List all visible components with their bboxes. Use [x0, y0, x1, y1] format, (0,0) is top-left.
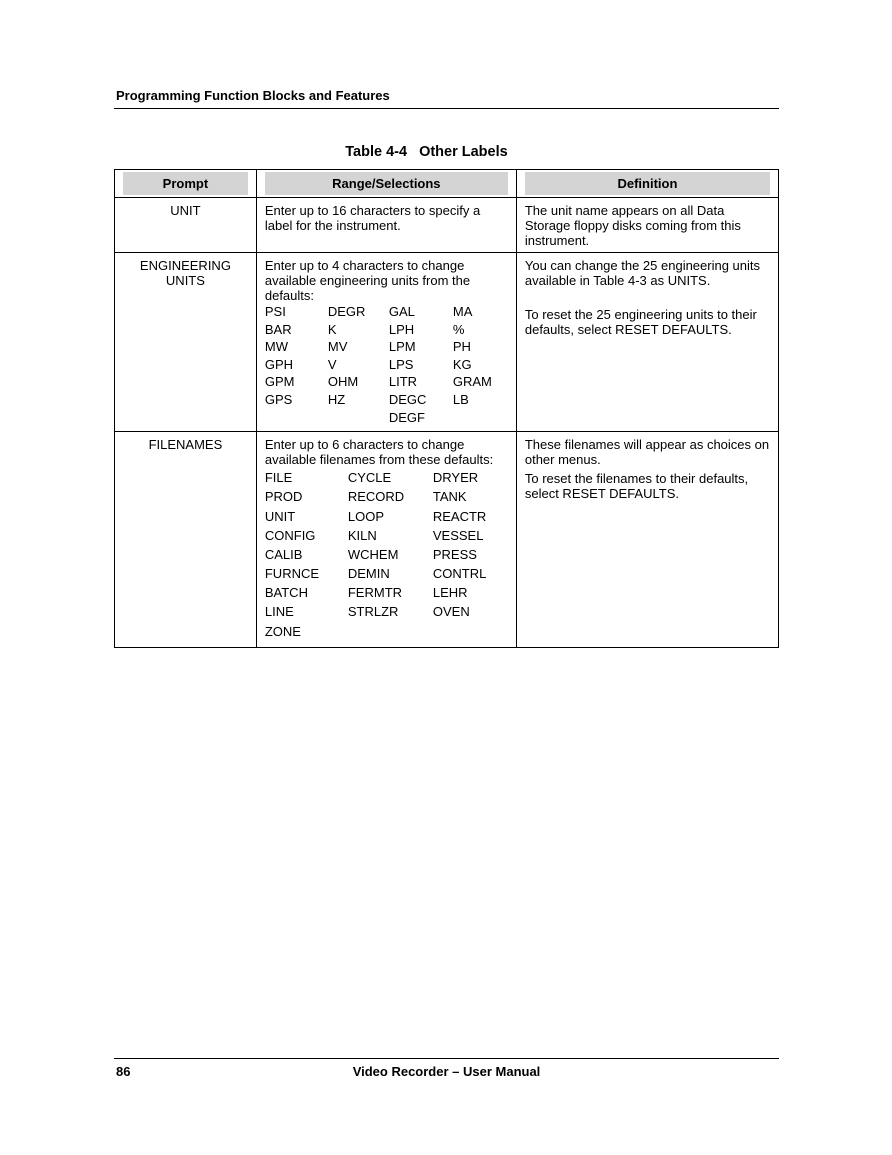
- other-labels-table: [114, 169, 779, 648]
- option-item: [433, 624, 508, 643]
- header-rule: [114, 108, 779, 109]
- footer-rule: [114, 1058, 779, 1059]
- option-item: DRYER: [432, 470, 479, 486]
- column-header-range: Range/Selections: [256, 170, 516, 198]
- option-item: FERMTR: [347, 585, 403, 601]
- option-item: PH: [452, 339, 471, 355]
- option-item: [328, 410, 389, 428]
- option-item: KILN: [347, 527, 377, 543]
- option-item: GAL: [388, 304, 415, 319]
- option-item: K: [327, 321, 337, 337]
- option-item: [348, 624, 433, 643]
- definition-text: These filenames will appear as choices on other menus.: [524, 437, 770, 468]
- option-item: REACTR: [432, 508, 487, 524]
- option-item: PROD: [264, 489, 303, 505]
- definition-cell: [516, 253, 778, 432]
- prompt-cell: UNIT: [115, 198, 257, 253]
- engineering-units-grid: [265, 304, 508, 427]
- range-text: Enter up to 6 characters to change available filenames from these defaults:: [264, 437, 494, 468]
- option-item: STRLZR: [347, 604, 399, 620]
- option-item: LITR: [388, 374, 418, 390]
- option-item: FILE: [264, 470, 293, 486]
- option-item: PRESS: [432, 546, 477, 562]
- option-item: DEGR: [327, 304, 366, 319]
- column-header-definition: Definition: [516, 170, 778, 198]
- option-item: VESSEL: [432, 527, 484, 543]
- option-item: ZONE: [264, 623, 301, 639]
- option-item: DEGF: [388, 409, 425, 425]
- column-header-prompt: Prompt: [115, 170, 257, 198]
- document-title: Video Recorder – User Manual: [352, 1064, 541, 1079]
- option-item: KG: [452, 356, 472, 372]
- option-item: RECORD: [347, 489, 405, 505]
- option-item: TANK: [432, 489, 467, 505]
- range-cell: [256, 253, 516, 432]
- range-text: Enter up to 4 characters to change available engineering units from the defaults:: [264, 258, 471, 303]
- option-item: CYCLE: [347, 470, 392, 486]
- page-number: 86: [116, 1064, 131, 1079]
- option-item: OVEN: [432, 604, 470, 620]
- range-cell: [256, 432, 516, 648]
- definition-cell: [516, 198, 778, 253]
- option-item: MV: [327, 339, 348, 355]
- table-caption-title: Other Labels: [419, 144, 508, 160]
- option-item: FURNCE: [264, 566, 320, 582]
- definition-text: The unit name appears on all Data Storage floppy disks coming from this instrument.: [524, 203, 741, 248]
- option-item: LEHR: [432, 585, 468, 601]
- table-row-engineering-units: [115, 253, 779, 432]
- option-item: V: [327, 356, 337, 372]
- option-item: OHM: [327, 374, 359, 390]
- option-item: GPH: [264, 356, 294, 372]
- option-item: [265, 410, 328, 428]
- option-item: LINE: [264, 604, 294, 620]
- option-item: CALIB: [264, 546, 303, 562]
- option-item: CONFIG: [264, 527, 316, 543]
- option-item: HZ: [327, 391, 346, 407]
- table-caption-number: Table 4-4: [345, 144, 408, 160]
- range-cell: Enter up to 16 characters to specify a label for the instrument.: [256, 198, 516, 253]
- prompt-cell: FILENAMES: [115, 432, 257, 648]
- option-item: MW: [264, 339, 288, 355]
- table-row-filenames: [115, 432, 779, 648]
- table-row-unit: [115, 198, 779, 253]
- prompt-cell: ENGINEERING UNITS: [115, 253, 257, 432]
- option-item: [453, 410, 503, 428]
- option-item: UNIT: [264, 508, 296, 524]
- filenames-grid: [265, 470, 508, 643]
- option-item: %: [452, 321, 465, 337]
- option-item: LPS: [388, 356, 414, 372]
- option-item: BAR: [264, 321, 292, 337]
- option-item: DEMIN: [347, 566, 390, 582]
- running-head: Programming Function Blocks and Features: [116, 88, 390, 103]
- definition-cell: [516, 432, 778, 648]
- definition-text: To reset the filenames to their defaults, select RESET DEFAULTS.: [524, 471, 749, 502]
- option-item: LPH: [388, 321, 415, 337]
- option-item: LPM: [388, 339, 416, 355]
- option-item: GRAM: [452, 374, 492, 390]
- option-item: PSI: [264, 304, 286, 319]
- option-item: GPS: [264, 391, 293, 407]
- option-item: DEGC: [388, 391, 427, 407]
- table-caption: [114, 144, 739, 160]
- option-item: WCHEM: [347, 546, 399, 562]
- definition-text: You can change the 25 engineering units available in Table 4-3 as UNITS.: [524, 258, 761, 288]
- option-item: MA: [452, 304, 473, 319]
- table-header-row: [115, 170, 779, 198]
- option-item: LOOP: [347, 508, 384, 524]
- option-item: GPM: [264, 374, 295, 390]
- definition-text: To reset the 25 engineering units to their defaults, select RESET DEFAULTS.: [524, 307, 757, 337]
- option-item: CONTRL: [432, 566, 487, 582]
- option-item: BATCH: [264, 585, 308, 601]
- option-item: LB: [452, 391, 469, 407]
